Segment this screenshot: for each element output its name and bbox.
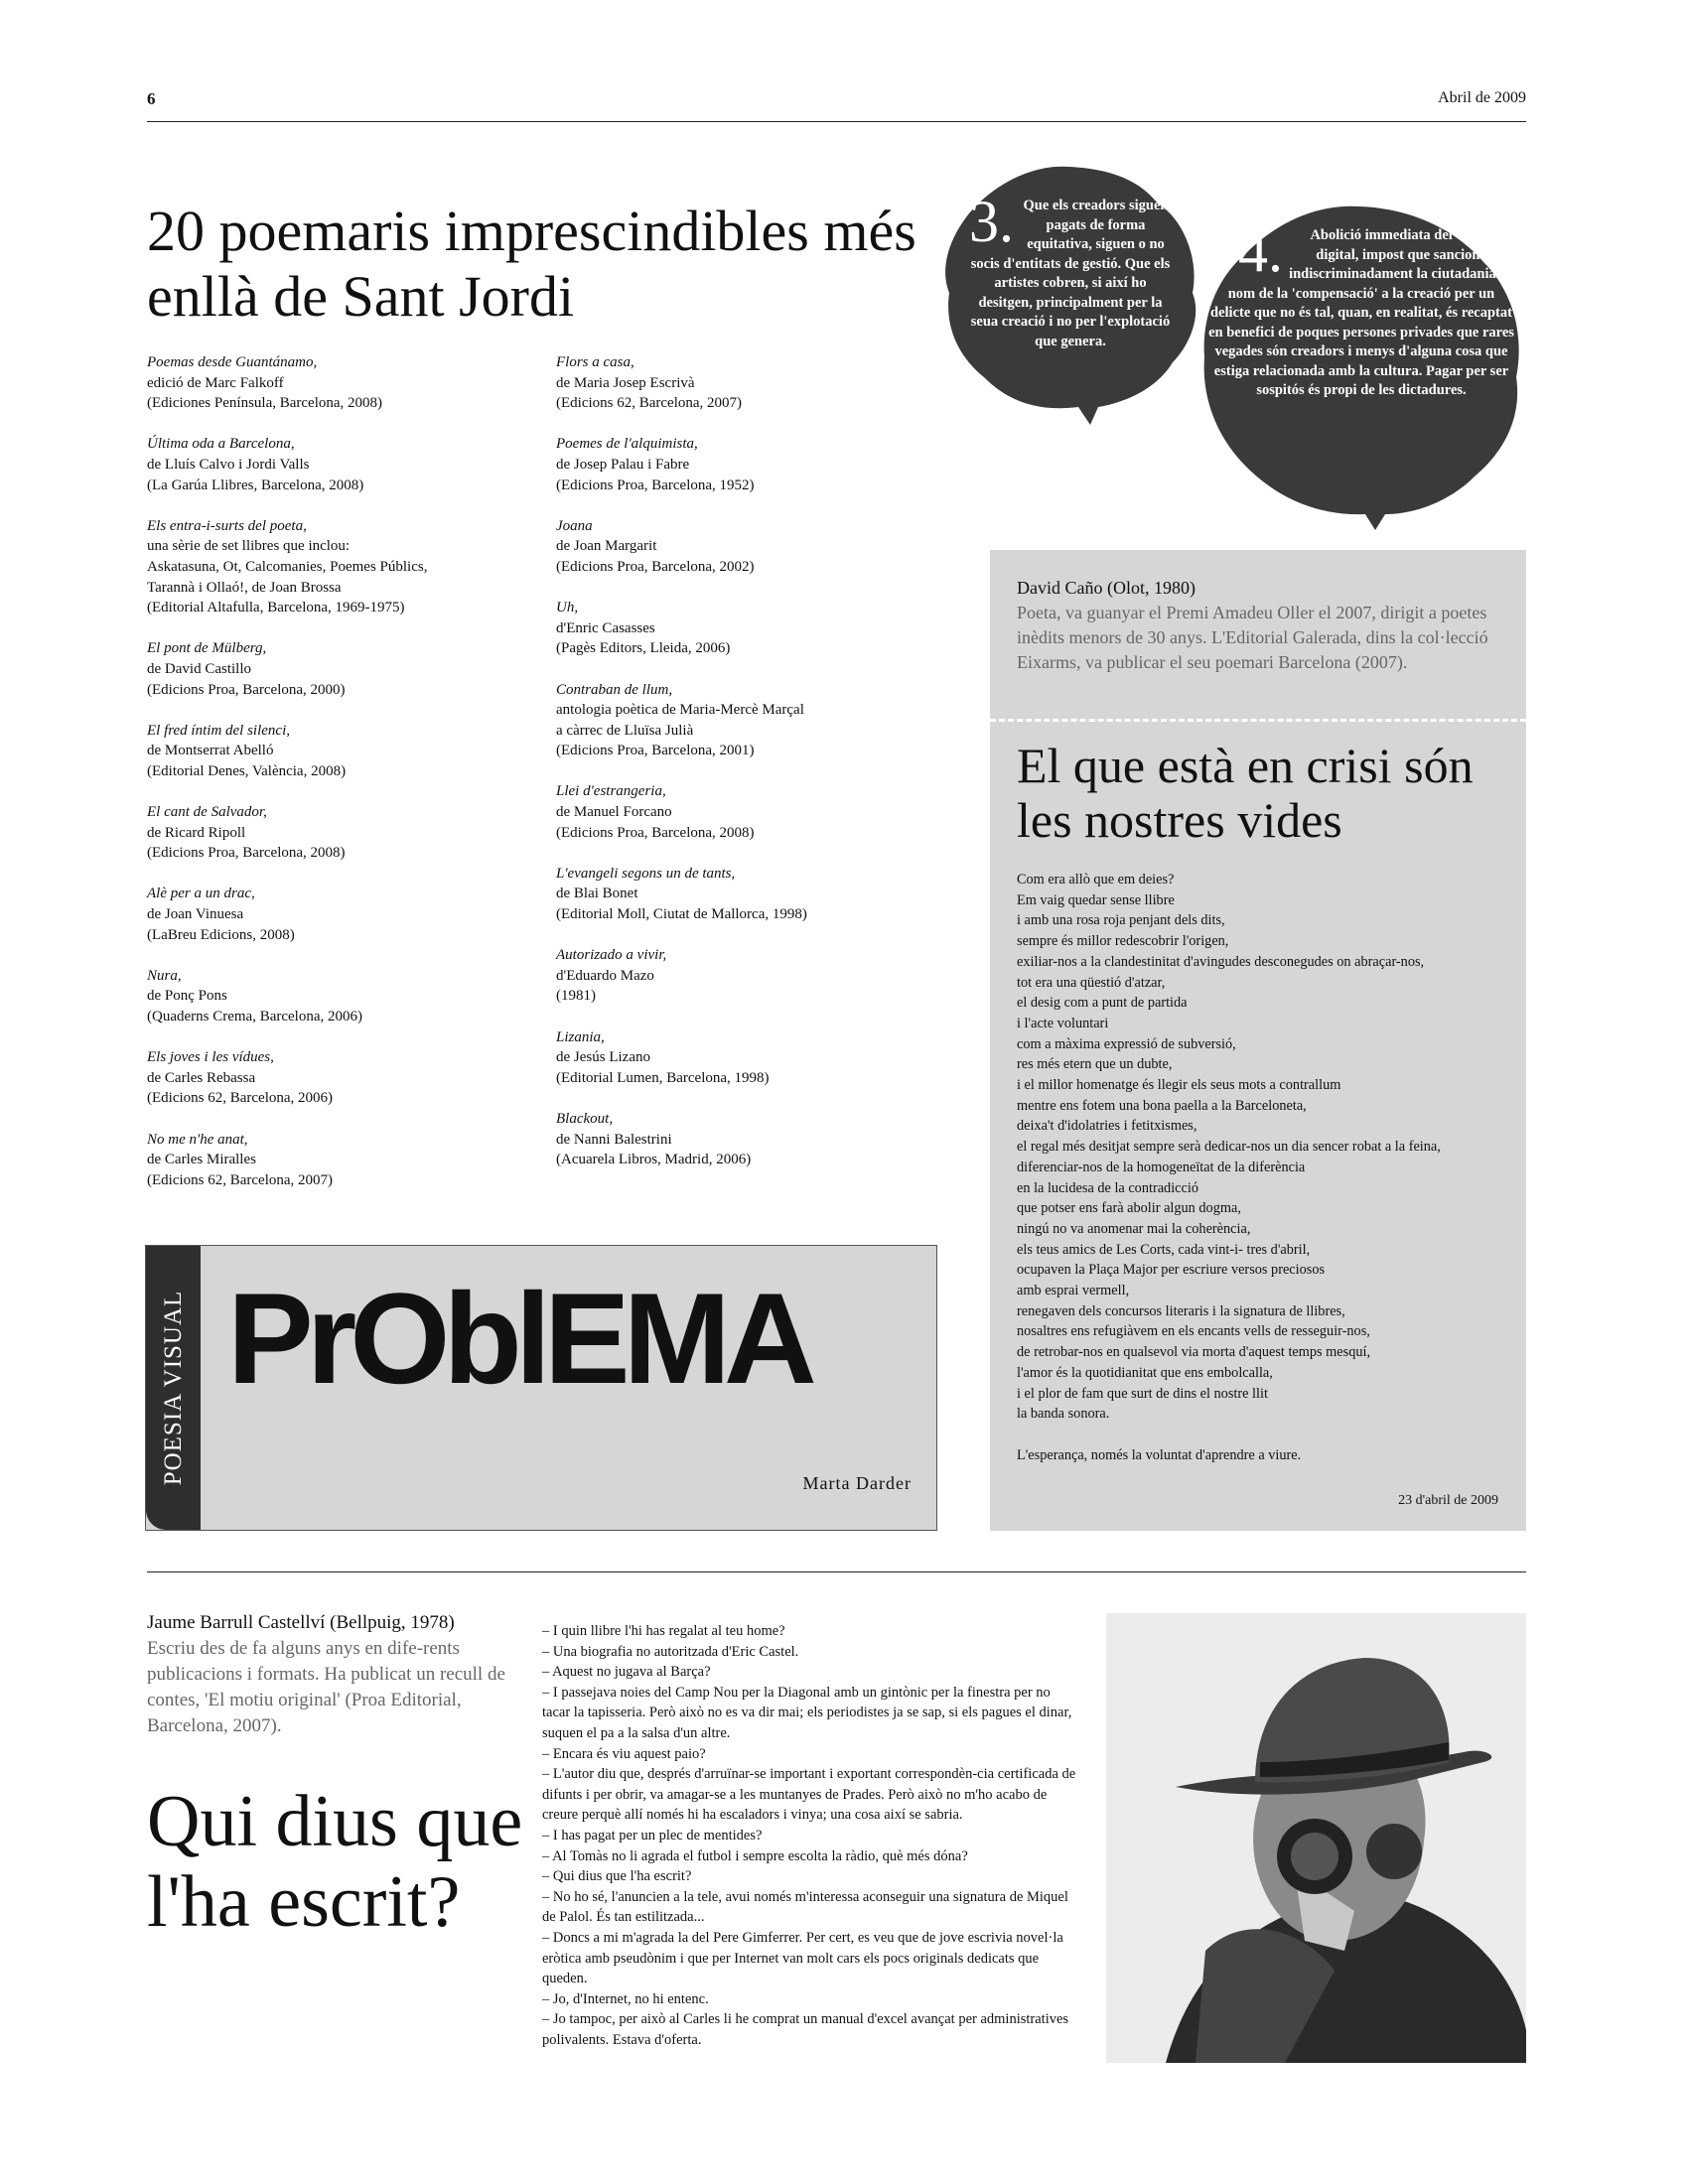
book-detail: (Edicions Proa, Barcelona, 1952): [556, 477, 755, 493]
poet-name: David Caño (Olot, 1980): [1017, 578, 1196, 598]
poem-line: els teus amics de Les Corts, cada vint-i- tres d'abril,: [1017, 1241, 1311, 1258]
section-rule: [147, 1571, 1526, 1572]
book-detail: (Editorial Altafulla, Barcelona, 1969-1975): [147, 600, 405, 616]
book-detail: (Edicions Proa, Barcelona, 2002): [556, 558, 755, 575]
poem-line: ningú no va anomenar mai la coherència,: [1017, 1220, 1251, 1237]
blob-number: 4.: [1238, 218, 1283, 284]
book-title: Joana: [556, 517, 593, 534]
book-detail: de Lluís Calvo i Jordi Valls: [147, 456, 310, 473]
visual-poetry-box: [145, 1245, 937, 1531]
book-title: Poemes de l'alquimista,: [556, 436, 698, 453]
poet-bio: [1017, 576, 1513, 675]
dialog-line: – I has pagat per un plec de mentides?: [542, 1827, 763, 1843]
book-detail: Askatasuna, Ot, Calcomanies, Poemes Públics,: [147, 558, 428, 575]
section-label: POESIA VISUAL: [160, 1290, 187, 1486]
book-detail: (Quaderns Crema, Barcelona, 2006): [147, 1009, 363, 1024]
book-detail: una sèrie de set llibres que inclou:: [147, 538, 351, 555]
poem-line: nosaltres ens refugiàvem en els encants vells de resseguir-nos,: [1017, 1323, 1370, 1340]
book-title: El fred íntim del silenci,: [147, 722, 291, 739]
book-title: Poemas desde Guantánamo,: [147, 354, 318, 370]
book-title: Flors a casa,: [556, 354, 634, 370]
book-detail: (Edicions 62, Barcelona, 2007): [556, 395, 743, 412]
book-detail: (Acuarela Libros, Madrid, 2006): [556, 1152, 752, 1168]
dialog-line: – L'autor diu que, després d'arruïnar-se important i exportant correspondèn-cia certificada de difunts i per obrir, va amagar-se a les muntanyes de Prades. Però això no m'ho acabo de creure perquè allí només hi ha escaladors i vinya; una cosa així se sabria.: [542, 1766, 1076, 1824]
book-detail: (Edicions Proa, Barcelona, 2008): [556, 824, 755, 841]
dialog-line: – Una biografia no autoritzada d'Eric Castel.: [542, 1643, 799, 1660]
poem-line: renegaven dels concursos literaris i la signatura de llibres,: [1017, 1302, 1345, 1319]
poem-date: 23 d'abril de 2009: [1398, 1493, 1498, 1508]
hat-man-image: [1106, 1613, 1526, 2063]
book-entry: [147, 884, 544, 945]
dialog-line: – Encara és viu aquest paio?: [542, 1745, 706, 1762]
poem-line: i el plor de fam que surt de dins el nostre llit: [1017, 1385, 1268, 1402]
story-author: Jaume Barrull Castellví (Bellpuig, 1978): [147, 1612, 455, 1633]
book-detail: (Editorial Denes, València, 2008): [147, 762, 347, 779]
book-title: Contraban de llum,: [556, 681, 673, 698]
book-title: Lizania,: [556, 1028, 605, 1045]
blob-number: 3.: [969, 189, 1014, 254]
poem-line: i amb una rosa roja penjant dels dits,: [1017, 912, 1225, 929]
book-title: Autorizado a vivir,: [556, 947, 667, 964]
book-detail: (Edicions Proa, Barcelona, 2000): [147, 681, 346, 698]
dialog-line: – Doncs a mi m'agrada la del Pere Gimferrer. Per cert, es veu que de jove escrivia novel·la eròtica amb pseudònim i que per Internet van molt cars els pocs originals dedicats que queden.: [542, 1929, 1063, 1987]
book-detail: de Ricard Ripoll: [147, 824, 246, 841]
book-list-col2: [556, 352, 953, 1190]
dialog-line: – No ho sé, l'anuncien a la tele, avui només m'interessa aconseguir una signatura de Miquel de Palol. És tan estilitzada...: [542, 1888, 1068, 1926]
book-title: Els joves i les vídues,: [147, 1049, 274, 1066]
dialog-line: – Jo, d'Internet, no hi entenc.: [542, 1990, 709, 2007]
book-detail: de Maria Josep Escrivà: [556, 374, 695, 391]
poem-line: Com era allò que em deies?: [1017, 872, 1175, 887]
dialog-line: – I passejava noies del Camp Nou per la Diagonal amb un gintònic per la finestra per no tacar la tapisseria. Però això no es va dir mai; els periodistes ja se sap, si els pagues el dinar, suquen el pa a la salsa d'un altre.: [542, 1684, 1072, 1741]
dashed-divider: [990, 719, 1526, 722]
manifesto-blob-3: [939, 159, 1199, 427]
dialog-line: – Qui dius que l'ha escrit?: [542, 1868, 692, 1885]
header-rule: [147, 121, 1526, 122]
story-bio-text: Escriu des de fa alguns anys en dife-rents publicacions i formats. Ha publicat un recull de contes, 'El motiu original' (Proa Editorial, Barcelona, 2007).: [147, 1638, 505, 1736]
poem-headline: El que està en crisi són les nostres vides: [1017, 738, 1474, 848]
poem-line: el regal més desitjat sempre serà dedicar-nos un dia sencer robat a la feina,: [1017, 1139, 1441, 1156]
visual-poem: PrOblEMA: [227, 1266, 810, 1411]
book-entry: [147, 516, 544, 618]
book-detail: de Blai Bonet: [556, 886, 638, 902]
manifesto-blob-4: [1196, 199, 1524, 531]
book-detail: (LaBreu Edicions, 2008): [147, 926, 295, 943]
book-entry: [556, 781, 953, 843]
book-entry: [556, 434, 953, 495]
book-title: No me n'he anat,: [147, 1131, 248, 1148]
book-detail: (Editorial Lumen, Barcelona, 1998): [556, 1069, 770, 1086]
blob-text: Abolició immediata del cànon digital, impost que sanciona indiscriminadament la ciutadania en nom de la 'compensació' a la creació per un delicte que no és tal, quan, en realitat, és recaptat en benefici de poques persones privades que rares vegades són creadors i menys d'alguna cosa que estiga relacionada amb la cultura. Pagar per ser sospitós és propi de les dictadures.: [1208, 227, 1514, 398]
book-entry: [556, 945, 953, 1007]
book-detail: de Jesús Lizano: [556, 1049, 650, 1066]
issue-date: Abril de 2009: [1438, 89, 1526, 106]
book-detail: (La Garúa Llibres, Barcelona, 2008): [147, 477, 364, 493]
poem-line: amb esprai vermell,: [1017, 1283, 1130, 1299]
book-title: Els entra-i-surts del poeta,: [147, 517, 307, 534]
book-entry: [556, 1027, 953, 1089]
book-detail: d'Enric Casasses: [556, 619, 655, 636]
book-entry: [147, 638, 544, 700]
poem-line: tot era una qüestió d'atzar,: [1017, 974, 1166, 991]
book-detail: (1981): [556, 988, 596, 1005]
book-entry: [147, 802, 544, 864]
book-detail: a càrrec de Lluïsa Julià: [556, 722, 694, 739]
book-entry: [147, 966, 544, 1027]
book-entry: [556, 680, 953, 761]
book-detail: (Edicions Proa, Barcelona, 2001): [556, 743, 755, 759]
visual-author: Marta Darder: [802, 1473, 912, 1493]
poem-line: en la lucidesa de la contradicció: [1017, 1179, 1198, 1196]
book-detail: de Montserrat Abelló: [147, 743, 274, 759]
poem-line: exiliar-nos a la clandestinitat d'avingudes desconegudes on abraçar-nos,: [1017, 953, 1425, 970]
book-detail: Tarannà i Ollaó!, de Joan Brossa: [147, 579, 342, 596]
book-title: Nura,: [147, 967, 182, 984]
book-entry: [147, 1047, 544, 1109]
book-title: El cant de Salvador,: [147, 804, 267, 821]
book-detail: de Joan Vinuesa: [147, 906, 244, 923]
book-list-col1: [147, 352, 544, 1211]
book-title: L'evangeli segons un de tants,: [556, 865, 736, 882]
story-author-bio: [147, 1610, 534, 1739]
poem-line: mentre ens fotem una bona paella a la Barceloneta,: [1017, 1097, 1307, 1114]
book-detail: de David Castillo: [147, 660, 251, 677]
poem-line: res més etern que un dubte,: [1017, 1056, 1173, 1073]
story-headline: Qui dius que l'ha escrit?: [147, 1781, 523, 1943]
page-number: 6: [147, 89, 156, 108]
book-detail: (Edicions Proa, Barcelona, 2008): [147, 845, 346, 862]
poet-bio-text: Poeta, va guanyar el Premi Amadeu Oller el 2007, dirigit a poetes inèdits menors de 30 anys. L'Editorial Galerada, dins la col·lecció Eixarms, va publicar el seu poemari Barcelona (2007).: [1017, 603, 1488, 672]
book-detail: de Joan Margarit: [556, 538, 657, 555]
poem-line: ocupaven la Plaça Major per escriure versos preciosos: [1017, 1262, 1326, 1279]
poem-line: l'amor és la quotidianitat que ens embolcalla,: [1017, 1364, 1273, 1381]
poem-line: de retrobar-nos en qualsevol via morta d'aquest temps mesquí,: [1017, 1344, 1371, 1361]
poem-line: sempre és millor redescobrir l'origen,: [1017, 933, 1229, 950]
article-title: 20 poemaris imprescindibles més enllà de Sant Jordi: [147, 199, 916, 329]
book-detail: de Josep Palau i Fabre: [556, 456, 690, 473]
book-entry: [556, 516, 953, 578]
book-detail: de Manuel Forcano: [556, 804, 672, 821]
book-title: Alè per a un drac,: [147, 886, 255, 902]
book-detail: (Pagès Editors, Lleida, 2006): [556, 640, 731, 657]
book-detail: de Nanni Balestrini: [556, 1131, 672, 1148]
poem-line: la banda sonora.: [1017, 1406, 1110, 1423]
book-title: Última oda a Barcelona,: [147, 436, 295, 453]
poem-line: el desig com a punt de partida: [1017, 995, 1188, 1012]
book-detail: de Carles Miralles: [147, 1152, 256, 1168]
book-entry: [147, 1130, 544, 1191]
dialog-line: – Aquest no jugava al Barça?: [542, 1664, 711, 1681]
book-detail: (Editorial Moll, Ciutat de Mallorca, 1998): [556, 906, 807, 923]
dialog-line: – I quin llibre l'hi has regalat al teu home?: [542, 1623, 785, 1639]
poem-box: [990, 550, 1526, 1531]
story-dialog: [542, 1621, 1078, 2050]
book-detail: (Ediciones Península, Barcelona, 2008): [147, 395, 383, 412]
book-entry: [147, 434, 544, 495]
book-entry: [556, 1109, 953, 1170]
section-strip: [146, 1246, 201, 1530]
book-title: Blackout,: [556, 1110, 614, 1127]
book-detail: edició de Marc Falkoff: [147, 374, 284, 391]
book-detail: (Edicions 62, Barcelona, 2007): [147, 1171, 334, 1188]
poem-line: que potser ens farà abolir algun dogma,: [1017, 1200, 1241, 1217]
book-entry: [556, 598, 953, 659]
book-entry: [556, 352, 953, 414]
poem-line: diferenciar-nos de la homogeneïtat de la diferència: [1017, 1159, 1306, 1175]
dialog-line: – Jo tampoc, per això al Carles li he comprat un manual d'excel avançat per administratives polivalents. Estava d'oferta.: [542, 2011, 1069, 2048]
book-detail: antologia poètica de Maria-Mercè Marçal: [556, 702, 804, 719]
book-detail: (Edicions 62, Barcelona, 2006): [147, 1090, 334, 1107]
dialog-line: – Al Tomàs no li agrada el futbol i sempre escolta la ràdio, què més dóna?: [542, 1847, 968, 1864]
book-entry: [147, 721, 544, 782]
poem-line: Em vaig quedar sense llibre: [1017, 891, 1175, 908]
poem-line: [1017, 1425, 1513, 1445]
book-entry: [147, 352, 544, 414]
poem-line: com a màxima expressió de subversió,: [1017, 1035, 1236, 1052]
poem-line: deixa't d'idolatries i fetitxismes,: [1017, 1118, 1197, 1135]
book-detail: de Carles Rebassa: [147, 1069, 256, 1086]
book-title: Llei d'estrangeria,: [556, 783, 666, 800]
poem-line: i l'acte voluntari: [1017, 1015, 1109, 1031]
book-detail: de Ponç Pons: [147, 988, 227, 1005]
spy-illustration: [1106, 1613, 1526, 2063]
poem-line: L'esperança, només la voluntat d'aprendre a viure.: [1017, 1446, 1302, 1463]
poem-text: [1017, 870, 1513, 1465]
poem-line: i el millor homenatge és llegir els seus mots a contrallum: [1017, 1077, 1341, 1094]
book-detail: d'Eduardo Mazo: [556, 967, 654, 984]
book-title: El pont de Mülberg,: [147, 640, 267, 657]
book-title: Uh,: [556, 600, 579, 616]
book-entry: [556, 864, 953, 925]
blob-text: Que els creadors siguen pagats de forma equitativa, siguen o no socis d'entitats de gestió. Que els artistes cobren, si així ho desitgen, principalment per la seua creació i no per l'explotació que genera.: [970, 198, 1171, 349]
